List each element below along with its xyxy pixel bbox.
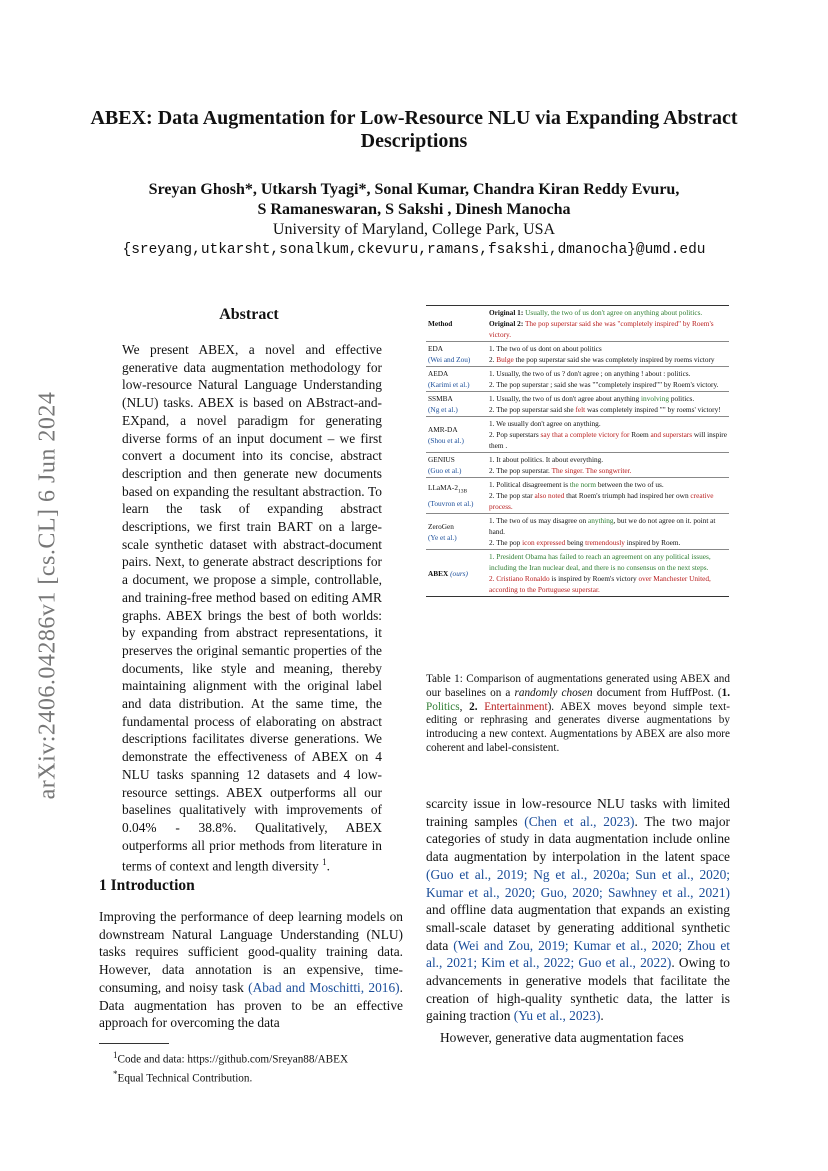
citation-link[interactable]: (Guo et al., 2019; Ng et al., 2020a; Sun et al., 2020; Kumar et al., 2020; Guo, 2020; Sawhney et al., 2021) (426, 866, 730, 900)
table-row (426, 342, 729, 367)
abstract-body (122, 341, 382, 876)
table-row (426, 417, 729, 453)
method-column-header: Method (426, 306, 487, 342)
footnote-2 (113, 1067, 403, 1086)
abstract-heading: Abstract (219, 306, 279, 323)
original-2-text: The pop superstar said she was "completely inspired" by Roem's victory. (489, 319, 714, 339)
arxiv-sidebar-id: arXiv:2406.04286v1 [cs.CL] 6 Jun 2024 (34, 391, 61, 800)
citation-link[interactable]: (Ng et al.) (428, 405, 458, 414)
footnote-ref[interactable]: 1 (322, 857, 327, 868)
intro-text: Improving the performance of deep learning models on downstream Natural Language Understanding (NLU) tasks requires sufficient good-quality training data. However, data annotation is an expensive, time-consuming, and noisy task (99, 909, 403, 995)
section-heading-introduction: 1 Introduction (99, 877, 195, 894)
footnote-1 (113, 1048, 403, 1067)
citation-link[interactable]: (Abad and Moschitti, 2016) (248, 979, 400, 995)
method-cell: AMR-DA (Shou et al.) (426, 417, 487, 453)
footnote-1-text: Code and data: https://github.com/Sreyan88/ABEX (117, 1053, 349, 1066)
table-row (426, 367, 729, 392)
table-row (426, 478, 729, 514)
augmentation-cell: 1. Usually, the two of us ? don't agree ; on anything ! about : politics. 2. The pop superstar ; said she was ""completely inspired"" by Roem's victory. (487, 367, 729, 392)
citation-link[interactable]: (Chen et al., 2023) (524, 813, 635, 829)
abstract-text: We present ABEX, a novel and effective generative data augmentation methodology for low-resource Natural Language Understanding (NLU) tasks. ABEX is based on ABstract-and-EXpand, a novel paradigm for generating diverse forms of an input document – we first convert a document into its concise, abstract description and then generate new documents based on expanding the resultant abstraction. To learn the task of expanding abstract descriptions, we first train BART on a large-scale synthetic dataset with abstract-document pairs. Next, to generate abstract descriptions for a document, we propose a simple, controllable, and training-free method based on editing AMR graphs. ABEX brings the best of both worlds: by expanding from abstract representations, it preserves the original semantic properties of the documents, like style and meaning, thereby maintaining alignment with the original label and data distribution. At the same time, the fundamental process of elaborating on abstract descriptions facilitates diverse generations. We demonstrate the effectiveness of ABEX on 4 NLU tasks spanning 12 datasets and 4 low-resource settings. ABEX outperforms all our baselines qualitatively with improvements of 0.04% - 38.8%. Qualitatively, ABEX outperforms all prior methods from literature in terms of context and length diversity (122, 342, 382, 874)
footnote-mark: * (113, 1068, 118, 1079)
citation-link[interactable]: (Ye et al.) (428, 532, 457, 542)
footnotes (113, 1048, 403, 1085)
method-cell: SSMBA (Ng et al.) (426, 392, 487, 417)
paragraph: However, generative data augmentation faces (440, 1030, 684, 1046)
footnote-2-text: Equal Technical Contribution. (117, 1072, 253, 1085)
augmentation-cell: 1. Usually, the two of us don't agree about anything involving politics. 2. The pop superstar said she felt was completely inspired "" by roems' victory! (487, 392, 729, 417)
authors-line-1: Sreyan Ghosh*, Utkarsh Tyagi*, Sonal Kumar, Chandra Kiran Reddy Evuru, (148, 181, 680, 198)
author-emails: {sreyang,utkarsht,sonalkum,ckevuru,ramans,fsakshi,dmanocha}@umd.edu (122, 242, 706, 258)
citation-link[interactable]: (Wei and Zou) (428, 355, 471, 364)
table-caption: Table 1: Comparison of augmentations generated using ABEX and our baselines on a randomly chosen document from HuffPost. (1. Politics, 2. Entertainment). ABEX moves beyond simple text-editing or rephrasing and generates diverse augmentations by introducing a new context. Augmentations by ABEX are also more coherent and label-consistent. (426, 673, 730, 754)
method-cell: AEDA (Karimi et al.) (426, 367, 487, 392)
table-header-row (426, 306, 729, 342)
intro-text-end: . Data augmentation has proven to be an effective approach for overcoming the data (99, 979, 403, 1031)
introduction-paragraph (99, 908, 403, 1032)
comparison-table (426, 305, 729, 597)
footnote-mark: 1 (113, 1050, 118, 1060)
method-cell: GENIUS (Guo et al.) (426, 453, 487, 478)
augmentation-cell: 1. The two of us may disagree on anything, but we do not agree on it. point at hand. 2. The pop icon expressed being tremendously inspired by Roem. (487, 514, 729, 550)
method-cell: ABEX (ours) (426, 550, 487, 597)
original-1-label: Original 1: (489, 308, 524, 317)
citation-link[interactable]: (Shou et al.) (428, 435, 464, 445)
augmentation-cell: 1. The two of us dont on about politics 2. Bulge the pop superstar said she was completely inspired by roems victory (487, 342, 729, 367)
method-cell: EDA (Wei and Zou) (426, 342, 487, 367)
author-list (90, 180, 738, 220)
original-2-label: Original 2: (489, 319, 524, 328)
table-row (426, 392, 729, 417)
paper-title: ABEX: Data Augmentation for Low-Resource NLU via Expanding Abstract Descriptions (90, 107, 738, 152)
authors-line-2: S Ramaneswaran, S Sakshi , Dinesh Manocha (257, 201, 571, 218)
citation-link[interactable]: (Karimi et al.) (428, 380, 470, 389)
table-row (426, 514, 729, 550)
augmentation-cell: 1. We usually don't agree on anything. 2. Pop superstars say that a complete victory for Roem and superstars will inspire them . (487, 417, 729, 453)
right-column-body (426, 795, 730, 1047)
table-row (426, 550, 729, 597)
abstract-end: . (326, 858, 330, 874)
method-cell: LLaMA-$2_{13B}$ (Touvron et al.) (426, 478, 487, 514)
paragraph: scarcity issue in low-resource NLU tasks with limited training samples (Chen et al., 2023). The two major categories of study in data augmentation include online data augmentation by interpolation in the latent space (Guo et al., 2019; Ng et al., 2020a; Sun et al., 2020; Kumar et al., 2020; Guo, 2020; Sawhney et al., 2021) and offline data augmentation that expands an existing small-scale dataset by generating additional synthetic data (Wei and Zou, 2019; Kumar et al., 2020; Zhou et al., 2021; Kim et al., 2022; Guo et al., 2022). Owing to advancements in generative models that facilitate the creation of high-quality synthetic data, the latter is gaining traction (Yu et al., 2023). (426, 796, 730, 1024)
augmentation-cell: 1. President Obama has failed to reach an agreement on any political issues, including the Iran nuclear deal, and there is no consensus on the next steps. 2. Cristiano Ronaldo is inspired by Roem's victory over Manchester United, according to the Portuguese superstar. (487, 550, 729, 597)
original-1-text: Usually, the two of us don't agree on anything about politics. (525, 308, 703, 317)
citation-link[interactable]: (Touvron et al.) (428, 498, 474, 508)
footnote-divider (99, 1043, 169, 1044)
originals-cell (487, 306, 729, 342)
augmentation-cell: 1. Political disagreement is the norm between the two of us. 2. The pop star also noted that Roem's triumph had inspired her own creative process. (487, 478, 729, 514)
method-cell: ZeroGen (Ye et al.) (426, 514, 487, 550)
citation-link: (ours) (450, 568, 468, 578)
table-row (426, 453, 729, 478)
citation-link[interactable]: (Wei and Zou, 2019; Kumar et al., 2020; Zhou et al., 2021; Kim et al., 2022; Guo et al., 2022) (426, 937, 730, 971)
augmentation-cell: 1. It about politics. It about everything. 2. The pop superstar. The singer. The songwriter. (487, 453, 729, 478)
citation-link[interactable]: (Guo et al.) (428, 466, 462, 475)
affiliation: University of Maryland, College Park, USA (272, 221, 556, 238)
citation-link[interactable]: (Yu et al., 2023) (513, 1008, 601, 1024)
